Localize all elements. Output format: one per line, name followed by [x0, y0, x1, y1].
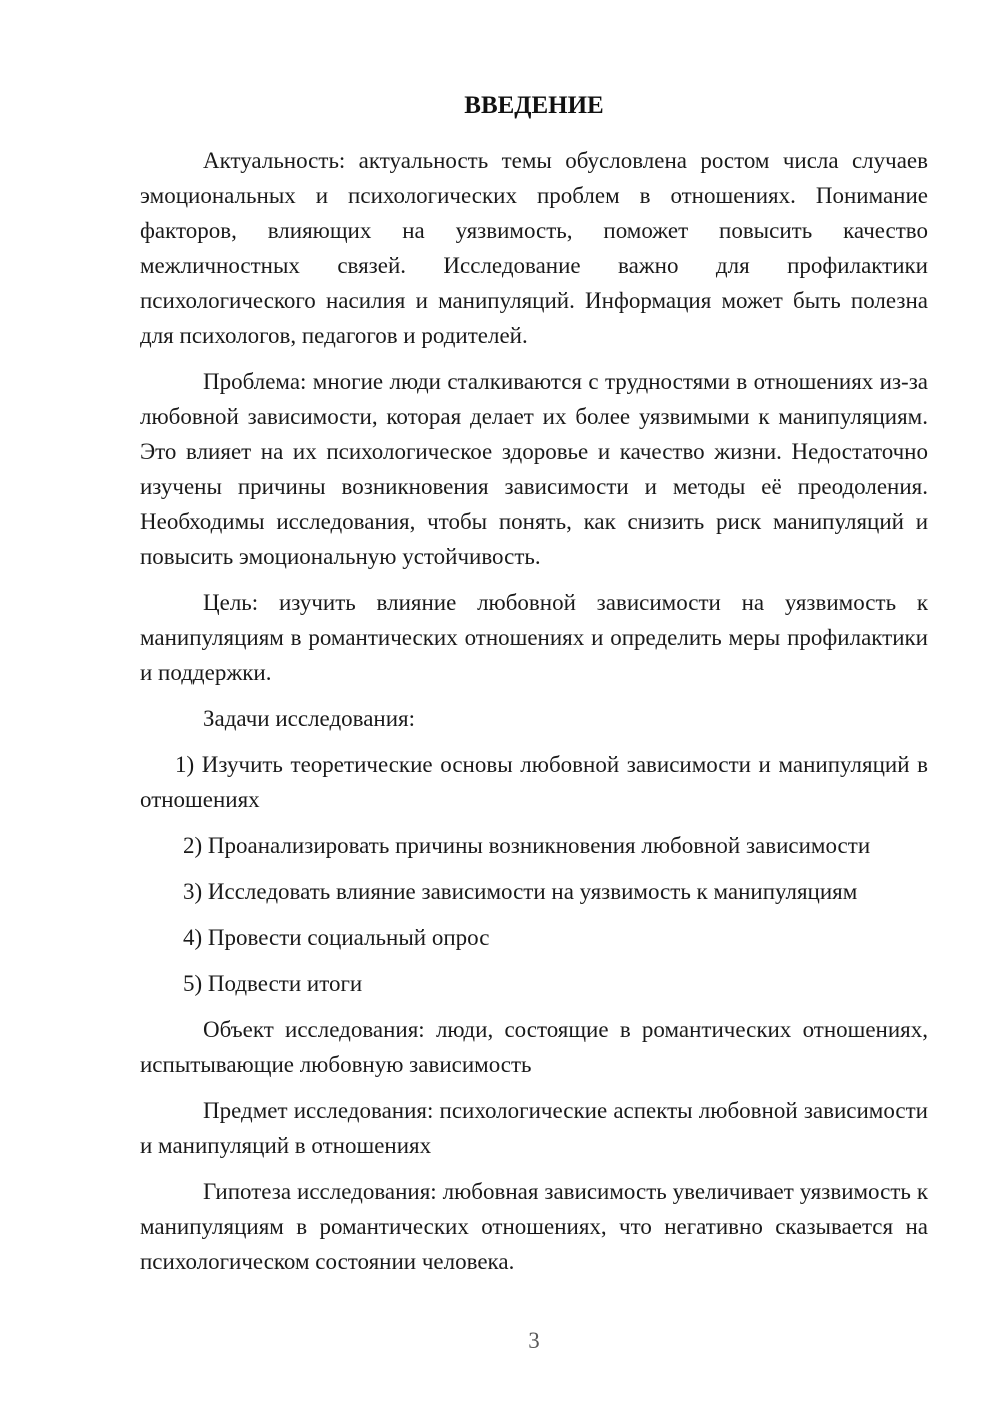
paragraph-object: Объект исследования: люди, состоящие в романтических отношениях, испытывающие любовную зависимость — [140, 1017, 928, 1077]
page-number: 3 — [528, 1328, 540, 1353]
paragraph-problem: Проблема: многие люди сталкиваются с трудностями в отношениях из-за любовной зависимости, которая делает их более уязвимыми к манипуляциям. Это влияет на их психологическое здоровье и качество жизни. Недостаточно изучены причины возникновения зависимости и методы её преодоления. Необходимы исследования, чтобы понять, как снизить риск манипуляций и повысить эмоциональную устойчивость. — [140, 369, 928, 569]
section-title: ВВЕДЕНИЕ — [464, 92, 604, 119]
task-item-4: 4) Провести социальный опрос — [183, 925, 490, 950]
task-item-5: 5) Подвести итоги — [183, 971, 363, 996]
task-item-3: 3) Исследовать влияние зависимости на уязвимость к манипуляциям — [183, 879, 858, 904]
paragraph-goal: Цель: изучить влияние любовной зависимости на уязвимость к манипуляциям в романтических отношениях и определить меры профилактики и поддержки. — [140, 590, 928, 685]
paragraph-relevance: Актуальность: актуальность темы обусловлена ростом числа случаев эмоциональных и психологических проблем в отношениях. Понимание факторов, влияющих на уязвимость, поможет повысить качество межличностных связей. Исследование важно для профилактики психологического насилия и манипуляций. Информация может быть полезна для психологов, педагогов и родителей. — [140, 148, 928, 348]
task-item-2: 2) Проанализировать причины возникновения любовной зависимости — [183, 833, 871, 858]
tasks-heading: Задачи исследования: — [203, 706, 416, 731]
paragraph-hypothesis: Гипотеза исследования: любовная зависимость увеличивает уязвимость к манипуляциям в романтических отношениях, что негативно сказывается на психологическом состоянии человека. — [140, 1179, 928, 1274]
paragraph-subject: Предмет исследования: психологические аспекты любовной зависимости и манипуляций в отношениях — [140, 1098, 928, 1158]
task-item-1: 1) Изучить теоретические основы любовной зависимости и манипуляций в отношениях — [140, 752, 928, 812]
